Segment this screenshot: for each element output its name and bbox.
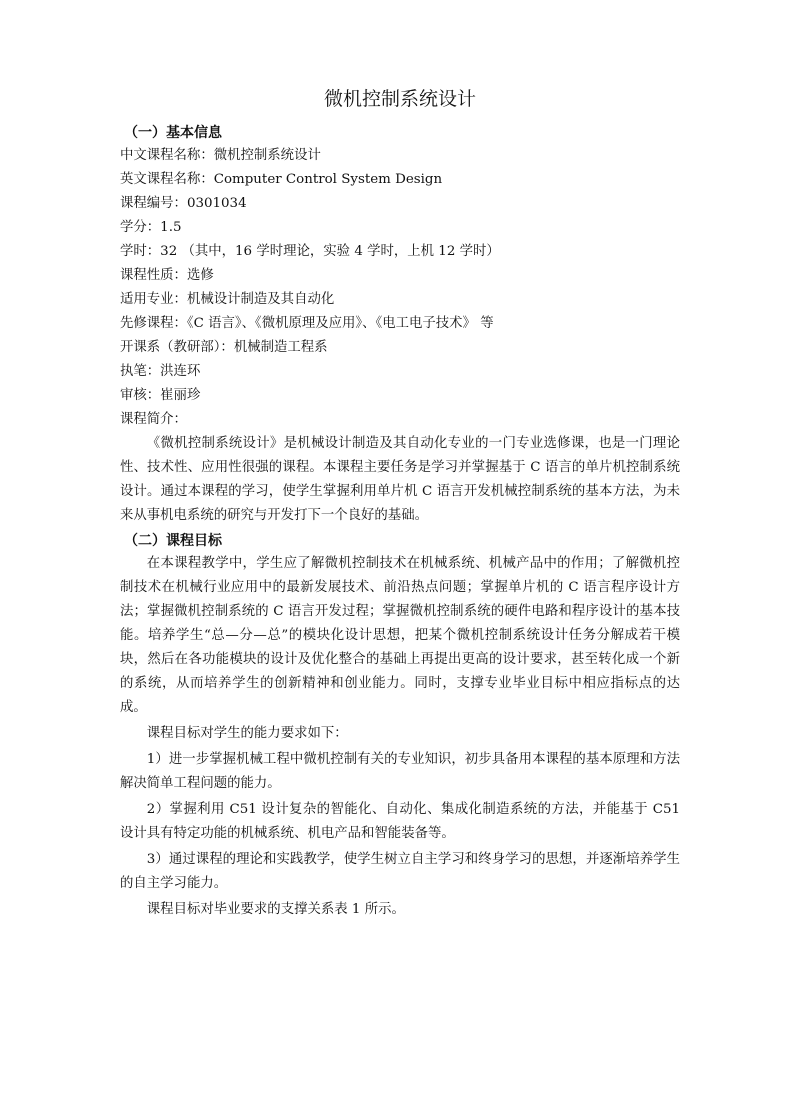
section-heading-basic-info: （一）基本信息 — [124, 125, 222, 141]
info-line-credits: 学分：1.5 — [120, 220, 182, 235]
info-line-major: 适用专业：机械设计制造及其自动化 — [120, 292, 335, 307]
document-page — [120, 84, 680, 922]
info-line-prerequisites: 先修课程：《C 语言》、《微机原理及应用》、《电工电子技术》 等 — [120, 316, 494, 331]
section-heading-course-goals: （二）课程目标 — [124, 533, 222, 549]
info-line-reviewer: 审核：崔丽珍 — [120, 388, 201, 403]
info-line-nature: 课程性质：选修 — [120, 268, 214, 283]
info-line-hours: 学时：32 （其中，16 学时理论，实验 4 学时，上机 12 学时） — [120, 244, 500, 259]
info-line-en-name: 英文课程名称：Computer Control System Design — [120, 172, 443, 187]
info-line-intro-label: 课程简介： — [120, 412, 187, 427]
requirement-item-3: 3）通过课程的理论和实践教学，使学生树立自主学习和终身学习的思想，并逐渐培养学生的自主学习能力。 — [120, 852, 680, 891]
course-intro-paragraph: 《微机控制系统设计》是机械设计制造及其自动化专业的一门专业选修课，也是一门理论性、技术性、应用性很强的课程。本课程主要任务是学习并掌握基于 C 语言的单片机控制系统设计。通过本课程的学习，使学生掌握利用单片机 C 语言开发机械控制系统的基本方法，为未来从事机电系统的研究与开发打下一个良好的基础。 — [120, 436, 680, 523]
document-title: 微机控制系统设计 — [323, 88, 476, 110]
requirements-intro: 课程目标对学生的能力要求如下： — [146, 726, 348, 741]
goals-paragraph: 在本课程教学中，学生应了解微机控制技术在机械系统、机械产品中的作用；了解微机控制技术在机械行业应用中的最新发展技术、前沿热点问题；掌握单片机的 C 语言程序设计方法；掌握微机控制系统的 C 语言开发过程；掌握微机控制系统的硬件电路和程序设计的基本技能。培养学生“总—分—总”的模块化设计思想，把某个微机控制系统设计任务分解成若干模块，然后在各功能模块的设计及优化整合的基础上再提出更高的设计要求，甚至转化成一个新的系统，从而培养学生的创新精神和创业能力。同时，支撑专业毕业目标中相应指标点的达成。 — [120, 556, 680, 715]
basic-info-list — [120, 144, 680, 432]
requirement-item-2: 2）掌握利用 C51 设计复杂的智能化、自动化、集成化制造系统的方法，并能基于 C51 设计具有特定功能的机械系统、机电产品和智能装备等。 — [120, 802, 680, 841]
info-line-course-code: 课程编号：0301034 — [120, 196, 247, 211]
info-line-department: 开课系（教研部）：机械制造工程系 — [120, 340, 328, 355]
info-line-cn-name: 中文课程名称：微机控制系统设计 — [120, 148, 321, 163]
table-reference-line: 课程目标对毕业要求的支撑关系表 1 所示。 — [146, 902, 405, 917]
requirement-item-1: 1）进一步掌握机械工程中微机控制有关的专业知识，初步具备用本课程的基本原理和方法解决简单工程问题的能力。 — [120, 752, 680, 791]
info-line-author: 执笔：洪连环 — [120, 364, 201, 379]
